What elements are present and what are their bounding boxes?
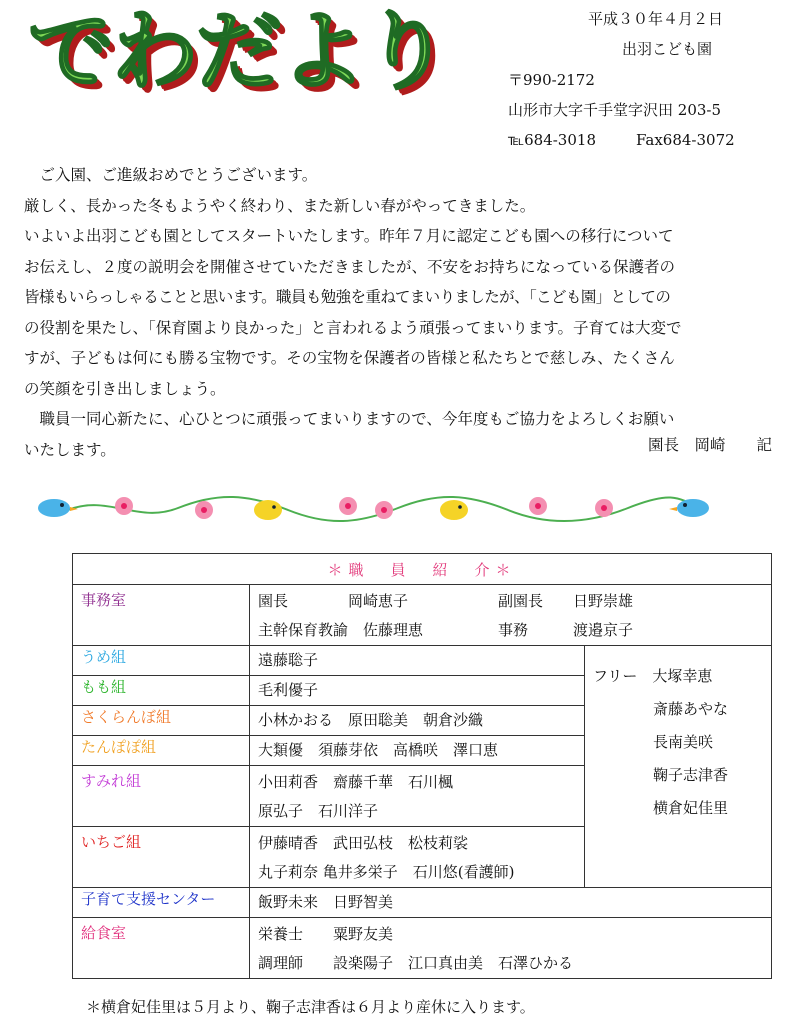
- office-members: [250, 585, 772, 646]
- telephone: ℡684-3018: [508, 131, 596, 149]
- greeting-message: [24, 160, 776, 465]
- issue-date: 平成３０年４月２日: [588, 10, 724, 28]
- member-names: 小田莉香 齋藤千華 石川楓: [258, 773, 454, 791]
- paragraph-line: すが、子どもは何にも勝る宝物です。その宝物を保護者の皆様と私たちとで慈しみ、たくさん: [24, 349, 675, 367]
- signature: 園長 岡崎 記: [647, 436, 772, 454]
- office-line: 園長 岡崎恵子 副園長 日野崇雄: [258, 592, 634, 610]
- table-row: [73, 585, 772, 646]
- ichigo-members: [250, 827, 585, 888]
- paragraph-line: お伝えし、２度の説明会を開催させていただきましたが、不安をお持ちになっている保護者の: [24, 257, 676, 276]
- group-label-support-center: 子育て支援センター: [73, 888, 250, 918]
- member-names: 遠藤聡子: [258, 651, 319, 669]
- free-staff-line: 横倉妃佳里: [593, 799, 729, 817]
- table-row: [73, 646, 772, 676]
- member-names: 栄養士 粟野友美: [258, 925, 394, 943]
- member-names: 小林かおる 原田聡美 朝倉沙織: [258, 711, 484, 729]
- group-label-kitchen: 給食室: [73, 918, 250, 979]
- paragraph-line: の役割を果たし、「保育園より良かった」と言われるよう頑張ってまいります。子育ては大変で: [24, 318, 682, 337]
- paragraph-line: ご入園、ご進級おめでとうございます。: [24, 166, 318, 184]
- bird-icon: [38, 499, 78, 517]
- maternity-leave-note: ＊横倉妃佳里は５月より、鞠子志津香は６月より産休に入ります。: [86, 998, 535, 1016]
- free-staff-line: 長南美咲: [593, 733, 714, 751]
- paragraph-line: 皆様もいらっしゃることと思います。職員も勉強を重ねてまいりましたが、「こども園」としての: [24, 288, 671, 306]
- member-names: 丸子莉奈 亀井多栄子 石川悠(看護師): [258, 863, 515, 881]
- free-staff-line: 鞠子志津香: [593, 766, 729, 784]
- paragraph-line: 職員一同心新たに、心ひとつに頑張ってまいりますので、今年度もご協力をよろしくお願い: [24, 410, 675, 428]
- group-label-tanpopo: たんぽぽ組: [73, 736, 250, 766]
- postal-code: 〒990-2172: [508, 71, 595, 89]
- ume-members: [250, 646, 585, 676]
- tanpopo-members: [250, 736, 585, 766]
- group-label-ume: うめ組: [73, 646, 250, 676]
- group-label-office: 事務室: [73, 585, 250, 646]
- paragraph-line: いたします。: [24, 440, 116, 459]
- free-staff-line: フリー 大塚幸恵: [593, 667, 713, 685]
- table-row: [73, 888, 772, 918]
- bird-icon: [669, 499, 709, 517]
- paragraph-line: の笑顔を引き出しましょう。: [24, 379, 226, 398]
- paragraph-line: 厳しく、長かった冬もようやく終わり、また新しい春がやってきました。: [24, 196, 536, 215]
- group-label-sakuranbo: さくらんぼ組: [73, 706, 250, 736]
- sakuranbo-members: [250, 706, 585, 736]
- member-names: 飯野未来 日野智美: [258, 893, 394, 911]
- table-row: [73, 918, 772, 979]
- support-center-members: [250, 888, 772, 918]
- address: 山形市大字千手堂字沢田 203-5: [508, 101, 722, 119]
- office-line: 主幹保育教諭 佐藤理恵 事務 渡邉京子: [258, 621, 634, 639]
- member-names: 毛利優子: [258, 681, 319, 699]
- kitchen-members: [250, 918, 772, 979]
- free-staff-line: 斎藤あやな: [593, 700, 729, 718]
- momo-members: [250, 676, 585, 706]
- member-names: 大類優 須藤芽依 高橋咲 澤口恵: [258, 741, 499, 759]
- group-label-momo: もも組: [73, 676, 250, 706]
- group-label-ichigo: いちご組: [73, 827, 250, 888]
- newsletter-title: でわだより: [28, 2, 448, 102]
- paragraph-line: いよいよ出羽こども園としてスタートいたします。昨年７月に認定こども園への移行について: [24, 227, 674, 245]
- member-names: 原弘子 石川洋子: [258, 802, 379, 820]
- fax: Fax684-3072: [636, 131, 735, 149]
- organization-name: 出羽こども園: [622, 40, 713, 58]
- group-label-sumire: すみれ組: [73, 766, 250, 827]
- table-heading: ＊職 員 紹 介＊: [73, 554, 772, 585]
- free-staff: [585, 646, 772, 888]
- staff-introduction-table: [72, 553, 772, 979]
- sumire-members: [250, 766, 585, 827]
- flower-border-decoration: [28, 488, 718, 528]
- member-names: 伊藤晴香 武田弘枝 松枝莉裟: [258, 834, 469, 852]
- member-names: 調理師 設楽陽子 江口真由美 石澤ひかる: [258, 954, 574, 972]
